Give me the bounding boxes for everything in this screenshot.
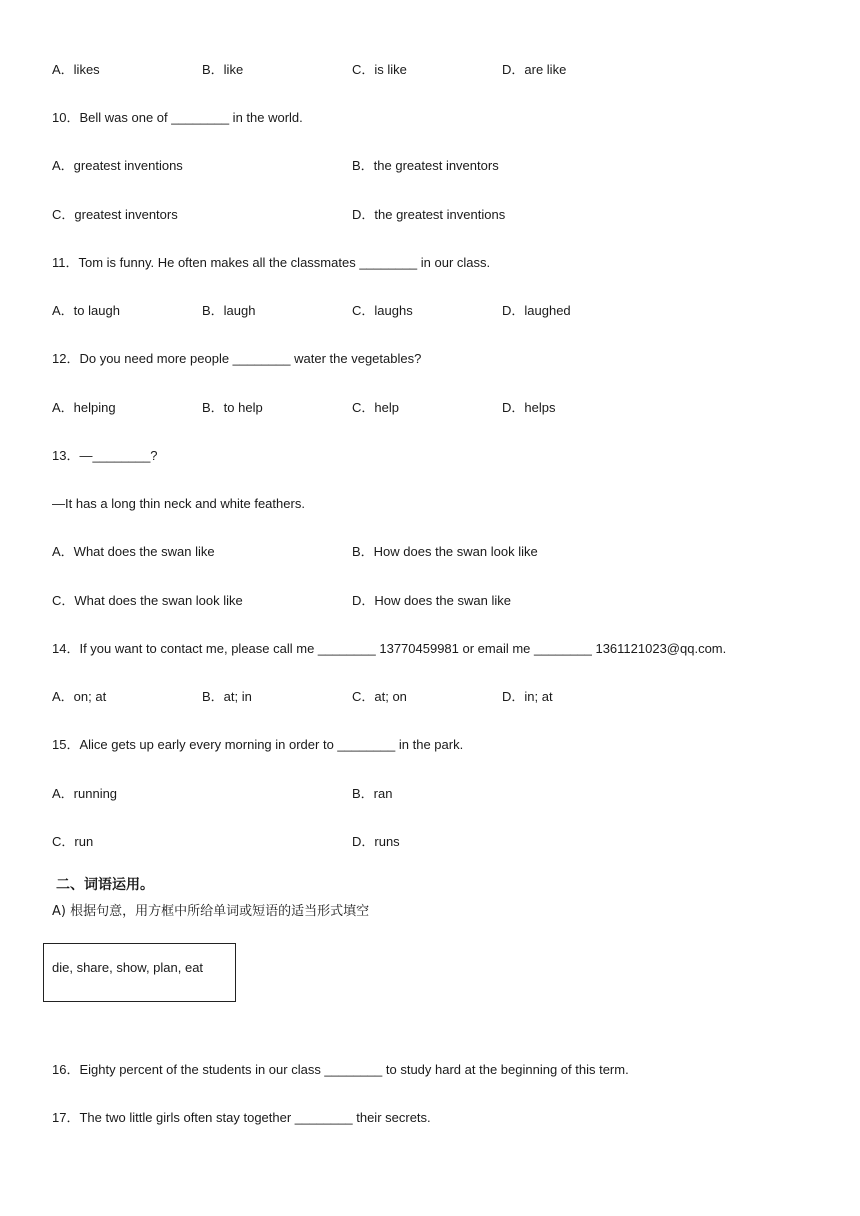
option-c: C．laughs: [352, 303, 413, 318]
option-c: C．run: [52, 834, 94, 849]
question-17: 17．The two little girls often stay together ________ their secrets.: [52, 1110, 431, 1125]
question-stem: 12．Do you need more people ________ water the vegetables?: [52, 351, 422, 366]
option-a: A．What does the swan like: [52, 544, 215, 559]
section-title: 二、词语运用。: [56, 877, 154, 893]
option-d: D．the greatest inventions: [352, 207, 506, 222]
word-box-list: die, share, show, plan, eat: [52, 960, 204, 975]
option-d: D．in; at: [502, 689, 553, 704]
option-a: A．to laugh: [52, 303, 120, 318]
option-a: A．likes: [52, 62, 100, 77]
option-c: C．is like: [352, 62, 407, 77]
option-b: B．laugh: [202, 303, 256, 318]
option-d: D．helps: [502, 400, 556, 415]
option-d: D．laughed: [502, 303, 571, 318]
option-a: A．running: [52, 786, 118, 801]
option-a: A．helping: [52, 400, 116, 415]
question-stem: 15．Alice gets up early every morning in order to ________ in the park.: [52, 737, 464, 752]
option-b: B．like: [202, 62, 244, 77]
question-stem: 14．If you want to contact me, please call me ________ 13770459981 or email me ________ 1361121023@qq.com.: [52, 641, 727, 656]
option-b: B．ran: [352, 786, 393, 801]
option-d: D．runs: [352, 834, 400, 849]
option-b: B．at; in: [202, 689, 252, 704]
option-c: C．What does the swan look like: [52, 593, 243, 608]
option-a: A．greatest inventions: [52, 158, 183, 173]
option-d: D．How does the swan like: [352, 593, 511, 608]
option-a: A．on; at: [52, 689, 107, 704]
option-b: B．How does the swan look like: [352, 544, 538, 559]
question-stem: 10．Bell was one of ________ in the world.: [52, 110, 303, 125]
option-c: C．at; on: [352, 689, 407, 704]
option-b: B．to help: [202, 400, 263, 415]
word-box: [43, 943, 236, 1002]
option-b: B．the greatest inventors: [352, 158, 499, 173]
option-c: C．greatest inventors: [52, 207, 178, 222]
section-instructions: A) 根据句意，用方框中所给单词或短语的适当形式填空: [52, 904, 370, 919]
question-response: —It has a long thin neck and white feathers.: [52, 496, 305, 511]
option-d: D．are like: [502, 62, 567, 77]
option-c: C．help: [352, 400, 399, 415]
question-stem: 13．—________?: [52, 448, 158, 463]
question-stem: 11．Tom is funny. He often makes all the classmates ________ in our class.: [52, 255, 491, 270]
question-16: 16．Eighty percent of the students in our class ________ to study hard at the beginning of this term.: [52, 1062, 629, 1077]
